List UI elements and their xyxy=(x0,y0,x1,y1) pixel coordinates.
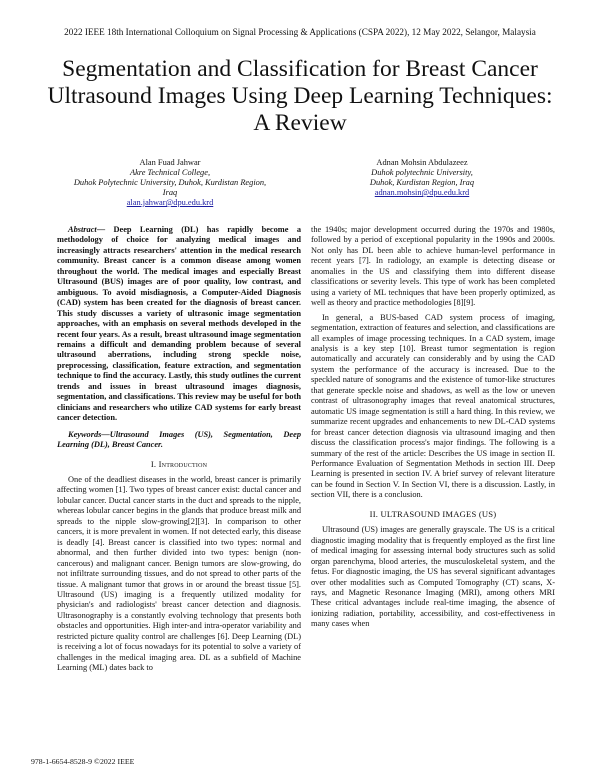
section-heading-ultrasound xyxy=(311,509,555,519)
author-name: Adnan Mohsin Abdulazeez xyxy=(376,158,468,167)
author-affiliation: Duhok polytechnic University, xyxy=(371,168,473,177)
abstract-label: Abstract xyxy=(68,225,97,234)
keywords: Keywords—Ultrasound Images (US), Segmentation, Deep Learning (DL), Breast Cancer. xyxy=(57,429,301,450)
left-column xyxy=(57,225,301,674)
paper-title xyxy=(40,56,560,137)
author-email-link[interactable]: adnan.mohsin@dpu.edu.krd xyxy=(374,188,470,197)
conference-header: 2022 IEEE 18th International Colloquium on Signal Processing & Applications (CSPA 2022), 12 May 2022, Selangor, Malaysia xyxy=(64,27,536,37)
title-line: Ultrasound Images Using Deep Learning Techniques: xyxy=(47,83,553,109)
author-affiliation: Duhok, Kurdistan Region, Iraq xyxy=(369,178,475,187)
paragraph: In general, a BUS-based CAD system process of imaging, segmentation, extraction of features and selection, and classifications are all examples of image processing techniques. In a CAD system, image analysis is a key step [10]. Breast tumor segmentation is region automatically and accurately can considerably and by using the CAD system the performance of the accuracy is increased. Due to the speckled nature of sonograms and the existence of tumor-like structures that generate speckle noise and shadows, as well as the low or uneven contrast of ultrasonography images that reveal anatomical structures, automatic US image segmentation is still a hard thing. In this review, we summarize recent upgrades and enhancements to new DL-CAD systems for breast cancer detection diagnosis via ultrasound imaging and then discuss the classification process's major findings. The following is a summary of the rest of the article: Describes the US image in section II. Performance Evaluation of Segmentation Methods in section III. Deep Learning is presented in section IV. A brief survey of relevant literature can be found in Section V. In Section VI, there is a discussion. Lastly, in section VII, there is a conclusion. xyxy=(311,312,555,500)
paragraph: Ultrasound (US) images are generally grayscale. The US is a critical diagnostic imaging modality that is frequently employed as the first line of medical imaging for assessing internal body structures such as solid organ parenchyma, blood arteries, the musculoskeletal system, and the fetus. For diagnostic imaging, the US has several significant advantages over other modalities such as Computed Tomography (CT) scans, X-rays, and Magnetic Resonance Imaging (MRI), among others MRI These critical advantages include real-time imaging, the absence of ionizing radiation, portability, accessibility, and cost-effectiveness in many cases when xyxy=(311,525,555,629)
author-name: Alan Fuad Jahwar xyxy=(139,158,201,167)
section-title: ULTRASOUND IMAGES (US) xyxy=(380,508,497,519)
author-block-1 xyxy=(70,158,270,208)
section-number: I. xyxy=(150,458,157,469)
section-number: II. xyxy=(369,508,379,519)
author-affiliation: Akre Technical College, xyxy=(129,168,211,177)
copyright-footer: 978-1-6654-8528-9 ©2022 IEEE xyxy=(31,757,135,766)
paragraph: One of the deadliest diseases in the world, breast cancer is primarily affecting women [1]. Two types of breast cancer exist: ductal cancer and lobular cancer. Ductal cancer starts in the duct and spreads to the nipple, whereas lobular cancer begins in the glands that produce breast milk and spreads to the nipple slow-growing[2][3]. In comparison to other cancers, it is more prevalent in women. If not detected early, this disease is deadly [4]. Breast cancer is classified into two types: normal and abnormal, and then further divided into two types: benign (non-cancerous) and malignant cancer. Benign tumors are slow-growing, do not infiltrate surrounding tissues, and do not spread to other parts of the tissue. A malignant tumor that grows in or around the breast tissue [5]. Ultrasound (US) imaging is a frequently utilized modality for physician's and radiologists' breast cancer detection and diagnosis. Ultrasonography is a constantly evolving technology that presents both obstacles and opportunities. High inter-and intra-operator variability and restricted picture quality control are challenges [6]. Deep Learning (DL) is receiving a lot of focus nowadays for its potential to solve a variety of challenges in the medical imaging area. DL as a subfield of Machine Learning (ML) dates back to xyxy=(57,474,301,673)
title-line: A Review xyxy=(253,110,347,136)
section-heading-introduction xyxy=(57,459,301,469)
title-line: Segmentation and Classification for Breast Cancer xyxy=(62,56,538,82)
paragraph: the 1940s; major development occurred during the 1970s and 1980s, followed by a period of exceptional popularity in the 1990s and 2000s. Not only has DL been able to achieve human-level performance in recent years [7]. In radiology, an example is detecting disease or anomalies in the US and classifying them into different disease classifications or severity levels. This type of work has been completed using a variety of ML techniques that have been properly optimized, as well as theory and practice methodologies [8][9]. xyxy=(311,225,555,308)
author-affiliation: Duhok Polytechnic University, Duhok, Kurdistan Region, Iraq xyxy=(73,178,267,197)
author-email-link[interactable]: alan.jahwar@dpu.edu.krd xyxy=(126,198,214,207)
abstract xyxy=(57,225,301,424)
section-title: Introduction xyxy=(158,458,208,469)
abstract-text: — Deep Learning (DL) has rapidly become a methodology of choice for analyzing medical images and increasingly attracts researchers' attention in the medical research community. Breast cancer is a common disease among women throughout the world. The medical images and especially Breast Ultrasound (BUS) images are of poor quality, low contrast, and ambiguous. To avoid misdiagnosis, a Computer-Aided Diagnosis (CAD) system has been created for the diagnosis of breast cancer. This study discusses a variety of ultrasonic image segmentation approaches, with an emphasis on several methods developed in the recent four years. As a result, breast ultrasound image segmentation remains a difficult and demanding problem because of several ultrasound aberrations, including strong speckle noise, preprocessing, classification, feature extraction, and segmentation technique to find the accuracy. Lastly, this study outlines the current trends and issues in breast ultrasound images diagnosis, segmentation, and classifications. This review may be useful for both clinicians and researchers who utilize CAD systems for early breast cancer detection. xyxy=(57,225,301,423)
author-block-2 xyxy=(322,158,522,198)
right-column xyxy=(311,225,555,630)
